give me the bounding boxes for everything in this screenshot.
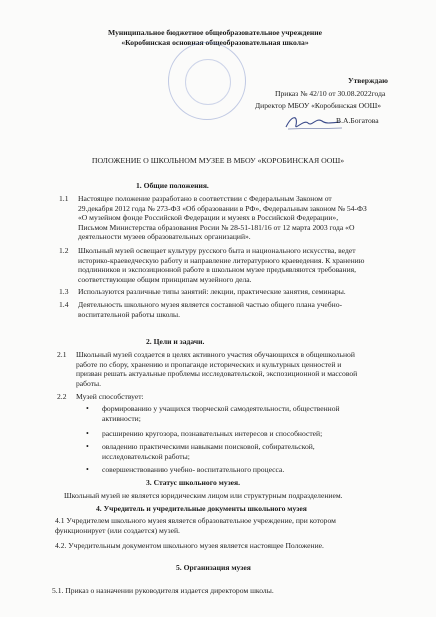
paragraph-1-3: Используются различные типы занятий: лекции, практические занятия, семинары. bbox=[78, 287, 346, 296]
bullet-icon: • bbox=[86, 465, 89, 474]
bullet-icon: • bbox=[86, 404, 89, 413]
paragraph-4-1 bbox=[55, 516, 401, 535]
approval-name: В.А.Богатова bbox=[336, 116, 379, 125]
paragraph-1-2 bbox=[78, 246, 404, 284]
text-line: 4.1 Учредителем школьного музея является образовательное учреждение, при котором bbox=[55, 516, 336, 525]
text-line: овладению практическими навыками поисковой, собирательской, bbox=[102, 442, 315, 451]
text-line: работе по сбору, хранению и пропаганде исторических и культурных ценностей и bbox=[76, 359, 342, 369]
org-name-line1: Муниципальное бюджетное общеобразовательное учреждение bbox=[108, 28, 322, 37]
text-line: функционирует (или создается) музей. bbox=[55, 525, 180, 535]
approval-title: Утверждаю bbox=[348, 76, 388, 85]
item-number: 1.1 bbox=[59, 194, 69, 203]
paragraph-1-1 bbox=[78, 194, 400, 242]
item-number: 2.2 bbox=[57, 392, 67, 401]
item-number: 1.2 bbox=[59, 246, 69, 255]
approval-order: Приказ № 42/10 от 30.08.2022года bbox=[275, 89, 386, 98]
text-line: деятельности музеев образовательных организаций». bbox=[78, 232, 251, 242]
org-name-line2: «Коробинская основная общеобразовательная школа» bbox=[121, 38, 309, 47]
text-line: совершенствованию учебно- воспитательного процесса. bbox=[102, 465, 285, 474]
paragraph-4-2: 4.2. Учредительным документом школьного музея является настоящее Положение. bbox=[55, 541, 324, 550]
bullet-icon: • bbox=[86, 442, 89, 451]
paragraph-5-1: 5.1. Приказ о назначении руководителя издается директором школы. bbox=[52, 586, 274, 595]
list-item bbox=[102, 442, 402, 461]
text-line: активности; bbox=[102, 413, 141, 423]
text-line: «О музейном фонде Российской Федерации и музеях в Российской Федерации», bbox=[78, 213, 339, 223]
section-3-heading: 3. Статус школьного музея. bbox=[146, 478, 241, 487]
text-line: исследовательской работы; bbox=[102, 451, 190, 461]
text-line: работы. bbox=[76, 378, 102, 388]
text-line: подлинников и экспозиционной работе в школьном музее предъявляются требования, bbox=[78, 265, 357, 275]
text-line: Настоящее положение разработано в соответствии с Федеральным Законом от bbox=[78, 194, 332, 203]
bullet-icon: • bbox=[86, 429, 89, 438]
text-line: расширению кругозора, познавательных интересов и способностей; bbox=[102, 429, 323, 438]
paragraph-1-4 bbox=[78, 300, 400, 319]
section-1-heading: 1. Общие положения. bbox=[136, 181, 209, 190]
section-2-heading: 2. Цели и задачи. bbox=[146, 337, 205, 346]
item-number: 1.4 bbox=[59, 300, 69, 309]
text-line: 29.декабря 2012 года № 273-ФЗ «Об образовании в РФ», Федеральным законом № 54-ФЗ bbox=[78, 203, 367, 213]
paragraph-2-1 bbox=[76, 350, 400, 388]
section-5-heading: 5. Организация музея bbox=[176, 563, 251, 572]
signature-icon bbox=[282, 111, 344, 133]
item-number: 2.1 bbox=[57, 350, 67, 359]
text-line: Школьный музей создается в целях активного участия обучающихся в общешкольной bbox=[76, 350, 355, 359]
list-item bbox=[102, 429, 402, 439]
list-item bbox=[102, 404, 402, 423]
text-line: Школьный музей освещает культуру русского быта и национального искусства, ведет bbox=[78, 246, 356, 255]
text-line: Деятельность школьного музея является составной частью общего плана учебно- bbox=[78, 300, 343, 309]
approval-director: Директор МБОУ «Коробинская ООШ» bbox=[255, 101, 382, 110]
text-line: историко-краеведческую работу и направление литературного краеведения. К хранению bbox=[78, 255, 365, 265]
official-seal bbox=[168, 42, 246, 120]
text-line: воспитательной работы школы. bbox=[78, 309, 181, 319]
text-line: соответствующие общим принципам музейного дела. bbox=[78, 274, 252, 284]
paragraph-2-2: Музей способствует: bbox=[76, 392, 144, 401]
text-line: призван решать актуальные проблемы исследовательской, экспозиционной и массовой bbox=[76, 369, 358, 379]
document-title: ПОЛОЖЕНИЕ О ШКОЛЬНОМ МУЗЕЕ В МБОУ «КОРОБИНСКАЯ ООШ» bbox=[91, 156, 345, 165]
item-number: 1.3 bbox=[59, 287, 69, 296]
section-4-heading: 4. Учредитель и учредительные документы школьного музея bbox=[96, 504, 307, 513]
text-line: формированию у учащихся творческой самодеятельности, общественной bbox=[102, 404, 340, 413]
list-item bbox=[102, 465, 402, 475]
text-line: Письмом Министерства образования Росии № 28-51-181/16 от 12 марта 2003 года «О bbox=[78, 222, 355, 232]
paragraph-3: Школьный музей не является юридическим лицом или структурным подразделением. bbox=[64, 491, 343, 500]
